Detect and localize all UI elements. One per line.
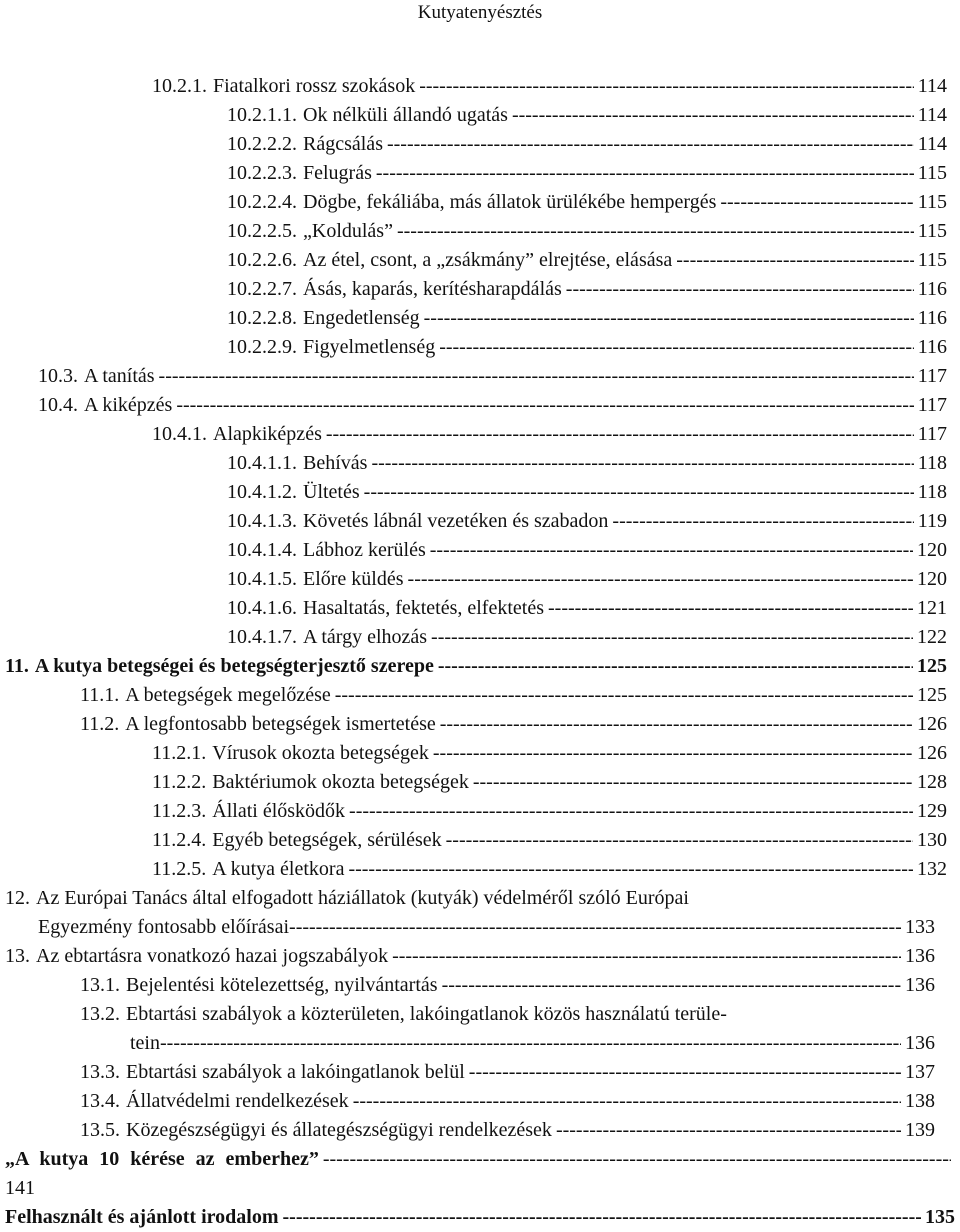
toc-title: Dögbe, fekáliába, más állatok ürülékébe hempergés — [303, 191, 717, 213]
toc-title-continued: tein — [130, 1032, 160, 1054]
toc-leader — [397, 217, 914, 246]
toc-page: 130 — [917, 829, 947, 851]
toc-title: Az Európai Tanács által elfogadott háziállatok (kutyák) védelméről szóló Európai — [36, 887, 689, 909]
toc-leader — [548, 594, 913, 623]
toc-number: 10.2.2.2. — [227, 133, 297, 155]
toc-entry[interactable] — [227, 275, 947, 304]
toc-entry-first-line[interactable] — [5, 884, 947, 913]
toc-title: Előre küldés — [303, 568, 404, 590]
toc-page: 141 — [5, 1177, 35, 1199]
toc-page: 114 — [917, 104, 947, 126]
toc-number: 11.2.4. — [152, 829, 207, 851]
toc-page: 118 — [917, 452, 947, 474]
toc-entry[interactable] — [38, 362, 947, 391]
toc-number: 13.5. — [80, 1119, 120, 1141]
toc-entry-continuation[interactable] — [5, 1174, 35, 1203]
toc-page: 125 — [917, 655, 947, 677]
toc-leader — [353, 1087, 901, 1116]
toc-entry-continuation[interactable] — [38, 913, 935, 942]
toc-page: 121 — [917, 597, 947, 619]
toc-page: 138 — [905, 1090, 935, 1112]
toc-title: Az étel, csont, a „zsákmány” elrejtése, elásása — [303, 249, 673, 271]
toc-leader — [439, 333, 914, 362]
toc-leader — [612, 507, 913, 536]
toc-number: 10.4.1.3. — [227, 510, 297, 532]
toc-number: 11. — [5, 655, 29, 677]
toc-leader — [419, 72, 914, 101]
toc-leader — [392, 942, 901, 971]
toc-title: Alapkiképzés — [213, 423, 322, 445]
toc-number: 13.4. — [80, 1090, 120, 1112]
toc-entry[interactable] — [227, 130, 947, 159]
toc-leader — [387, 130, 914, 159]
toc-title: Az ebtartásra vonatkozó hazai jogszabályok — [36, 945, 389, 967]
toc-title: A tanítás — [84, 365, 155, 387]
toc-leader — [176, 391, 913, 420]
toc-entry[interactable] — [152, 855, 947, 884]
toc-page: 115 — [917, 249, 947, 271]
toc-page: 120 — [917, 568, 947, 590]
toc-title: Ok nélküli állandó ugatás — [303, 104, 508, 126]
toc-title-continued: Egyezmény fontosabb előírásai — [38, 916, 290, 938]
toc-title: Bejelentési kötelezettség, nyilvántartás — [126, 974, 438, 996]
toc-entry[interactable] — [152, 826, 947, 855]
toc-entry[interactable] — [152, 72, 947, 101]
toc-title: A tárgy elhozás — [303, 626, 428, 648]
toc-entry[interactable] — [80, 681, 947, 710]
toc-title: Hasaltatás, fektetés, elfektetés — [303, 597, 544, 619]
toc-leader — [442, 971, 901, 1000]
toc-page: 120 — [917, 539, 947, 561]
toc-entry[interactable] — [38, 391, 947, 420]
toc-title: Ásás, kaparás, kerítésharapdálás — [303, 278, 562, 300]
toc-number: 10.4.1. — [152, 423, 207, 445]
toc-number: 13.2. — [80, 1003, 120, 1025]
toc-number: 11.1. — [80, 684, 120, 706]
toc-leader — [720, 188, 913, 217]
toc-title: Engedetlenség — [303, 307, 420, 329]
toc-entry-continuation[interactable] — [130, 1029, 935, 1058]
toc-title: A betegségek megelőzése — [125, 684, 331, 706]
toc-entry[interactable] — [227, 594, 947, 623]
toc-entry[interactable] — [227, 246, 947, 275]
toc-title: Ebtartási szabályok a lakóingatlanok belül — [126, 1061, 465, 1083]
toc-entry[interactable] — [80, 1058, 935, 1087]
toc-entry[interactable] — [227, 101, 947, 130]
toc-entry[interactable] — [227, 536, 947, 565]
toc-number: 13.1. — [80, 974, 120, 996]
toc-entry[interactable] — [227, 623, 947, 652]
toc-title: Ültetés — [303, 481, 360, 503]
toc-leader — [438, 652, 913, 681]
toc-page: 115 — [917, 191, 947, 213]
toc-page: 128 — [917, 771, 947, 793]
toc-leader — [159, 362, 914, 391]
toc-page: 126 — [917, 713, 947, 735]
toc-number: 10.2.1. — [152, 75, 207, 97]
toc-page: 129 — [917, 800, 947, 822]
toc-entry[interactable] — [227, 333, 947, 362]
toc-leader — [349, 797, 913, 826]
toc-page: 117 — [917, 394, 947, 416]
toc-title: A legfontosabb betegségek ismertetése — [125, 713, 436, 735]
toc-page: 114 — [917, 75, 947, 97]
toc-entry[interactable] — [227, 304, 947, 333]
toc-page: 136 — [905, 945, 935, 967]
toc-chapter-entry[interactable] — [5, 1203, 955, 1232]
toc-title: Ebtartási szabályok a közterületen, lakóingatlanok közös használatú terüle- — [126, 1003, 727, 1025]
toc-number: 10.4.1.4. — [227, 539, 297, 561]
toc-page: 136 — [905, 974, 935, 996]
toc-entry[interactable] — [152, 797, 947, 826]
toc-page: 122 — [917, 626, 947, 648]
toc-leader — [348, 855, 913, 884]
toc-title: Lábhoz kerülés — [303, 539, 426, 561]
toc-page: 126 — [917, 742, 947, 764]
toc-leader — [473, 768, 913, 797]
toc-title: A kiképzés — [84, 394, 173, 416]
toc-number: 11.2.1. — [152, 742, 207, 764]
toc-leader — [283, 1203, 921, 1232]
toc-number: 13.3. — [80, 1061, 120, 1083]
toc-leader — [676, 246, 913, 275]
toc-page: 116 — [917, 307, 947, 329]
toc-number: 10.2.2.5. — [227, 220, 297, 242]
toc-page: 119 — [917, 510, 947, 532]
running-header-title: Kutyatenyésztés — [417, 2, 543, 23]
toc-leader — [566, 275, 914, 304]
toc-title: Figyelmetlenség — [303, 336, 436, 358]
toc-entry[interactable] — [227, 449, 947, 478]
toc-page: 118 — [917, 481, 947, 503]
toc-leader — [556, 1116, 901, 1145]
toc-leader — [289, 913, 901, 942]
toc-title: „A kutya 10 kérése az emberhez” — [5, 1148, 319, 1170]
toc-leader — [326, 420, 914, 449]
toc-page: 135 — [925, 1206, 955, 1228]
toc-title: A kutya életkora — [212, 858, 345, 880]
toc-title: Követés lábnál vezetéken és szabadon — [303, 510, 609, 532]
toc-page: 116 — [917, 278, 947, 300]
toc-page: 114 — [917, 133, 947, 155]
toc-number: 10.2.2.9. — [227, 336, 297, 358]
toc-leader — [512, 101, 914, 130]
toc-entry[interactable] — [5, 942, 935, 971]
toc-number: 10.2.1.1. — [227, 104, 297, 126]
toc-page: 136 — [905, 1032, 935, 1054]
toc-leader — [424, 304, 914, 333]
toc-entry[interactable] — [152, 739, 947, 768]
toc-page: 115 — [917, 162, 947, 184]
toc-entry[interactable] — [227, 565, 947, 594]
toc-page: 116 — [917, 336, 947, 358]
toc-entry[interactable] — [227, 188, 947, 217]
toc-title: Vírusok okozta betegségek — [212, 742, 429, 764]
toc-title: Rágcsálás — [303, 133, 383, 155]
toc-title: Egyéb betegségek, sérülések — [212, 829, 442, 851]
toc-number: 12. — [5, 887, 30, 909]
toc-entry[interactable] — [227, 159, 947, 188]
toc-entry[interactable] — [152, 768, 947, 797]
toc-leader — [430, 536, 913, 565]
toc-leader — [440, 710, 913, 739]
toc-title: Baktériumok okozta betegségek — [212, 771, 469, 793]
toc-title: A kutya betegségei és betegségterjesztő szerepe — [34, 655, 434, 677]
toc-chapter-entry[interactable] — [5, 1145, 955, 1174]
toc-leader — [433, 739, 913, 768]
toc-number: 13. — [5, 945, 30, 967]
toc-leader — [446, 826, 913, 855]
toc-title: Fiatalkori rossz szokások — [213, 75, 416, 97]
toc-number: 11.2. — [80, 713, 120, 735]
toc-leader — [371, 449, 913, 478]
toc-entry[interactable] — [152, 420, 947, 449]
toc-page: 132 — [917, 858, 947, 880]
toc-page: 117 — [917, 365, 947, 387]
toc-title: „Koldulás” — [303, 220, 393, 242]
toc-page: 137 — [905, 1061, 935, 1083]
toc-entry[interactable] — [227, 217, 947, 246]
toc-number: 11.2.3. — [152, 800, 207, 822]
toc-number: 10.4.1.5. — [227, 568, 297, 590]
toc-number: 10.2.2.6. — [227, 249, 297, 271]
toc-leader — [335, 681, 913, 710]
toc-entry[interactable] — [227, 478, 947, 507]
toc-page: 133 — [905, 916, 935, 938]
toc-number: 11.2.5. — [152, 858, 207, 880]
toc-number: 10.2.2.8. — [227, 307, 297, 329]
toc-page: 139 — [905, 1119, 935, 1141]
toc-number: 11.2.2. — [152, 771, 207, 793]
toc-entry[interactable] — [227, 507, 947, 536]
toc-number: 10.4.1.2. — [227, 481, 297, 503]
toc-title: Közegészségügyi és állategészségügyi rendelkezések — [126, 1119, 552, 1141]
toc-title: Állatvédelmi rendelkezések — [126, 1090, 349, 1112]
toc-entry[interactable] — [80, 710, 947, 739]
toc-entry-first-line[interactable] — [80, 1000, 935, 1029]
toc-number: 10.2.2.7. — [227, 278, 297, 300]
toc-entry[interactable] — [80, 1116, 935, 1145]
toc-number: 10.4.1.7. — [227, 626, 297, 648]
toc-title: Állati élősködők — [212, 800, 346, 822]
toc-number: 10.4. — [38, 394, 78, 416]
toc-title: Felhasznált és ajánlott irodalom — [5, 1206, 279, 1228]
toc-leader — [408, 565, 913, 594]
toc-leader — [323, 1145, 951, 1174]
toc-entry[interactable] — [80, 1087, 935, 1116]
toc-leader — [431, 623, 913, 652]
toc-leader — [376, 159, 914, 188]
toc-title: Behívás — [303, 452, 368, 474]
toc-number: 10.2.2.3. — [227, 162, 297, 184]
toc-leader — [160, 1029, 901, 1058]
toc-number: 10.2.2.4. — [227, 191, 297, 213]
toc-chapter-entry[interactable] — [5, 652, 947, 681]
toc-page: 117 — [917, 423, 947, 445]
toc-entry[interactable] — [80, 971, 935, 1000]
toc-leader — [469, 1058, 901, 1087]
toc-leader — [364, 478, 914, 507]
toc-page: 115 — [917, 220, 947, 242]
toc-number: 10.3. — [38, 365, 78, 387]
toc-page: 125 — [917, 684, 947, 706]
toc-title: Felugrás — [303, 162, 372, 184]
toc-number: 10.4.1.1. — [227, 452, 297, 474]
running-header — [0, 0, 960, 30]
toc-number: 10.4.1.6. — [227, 597, 297, 619]
